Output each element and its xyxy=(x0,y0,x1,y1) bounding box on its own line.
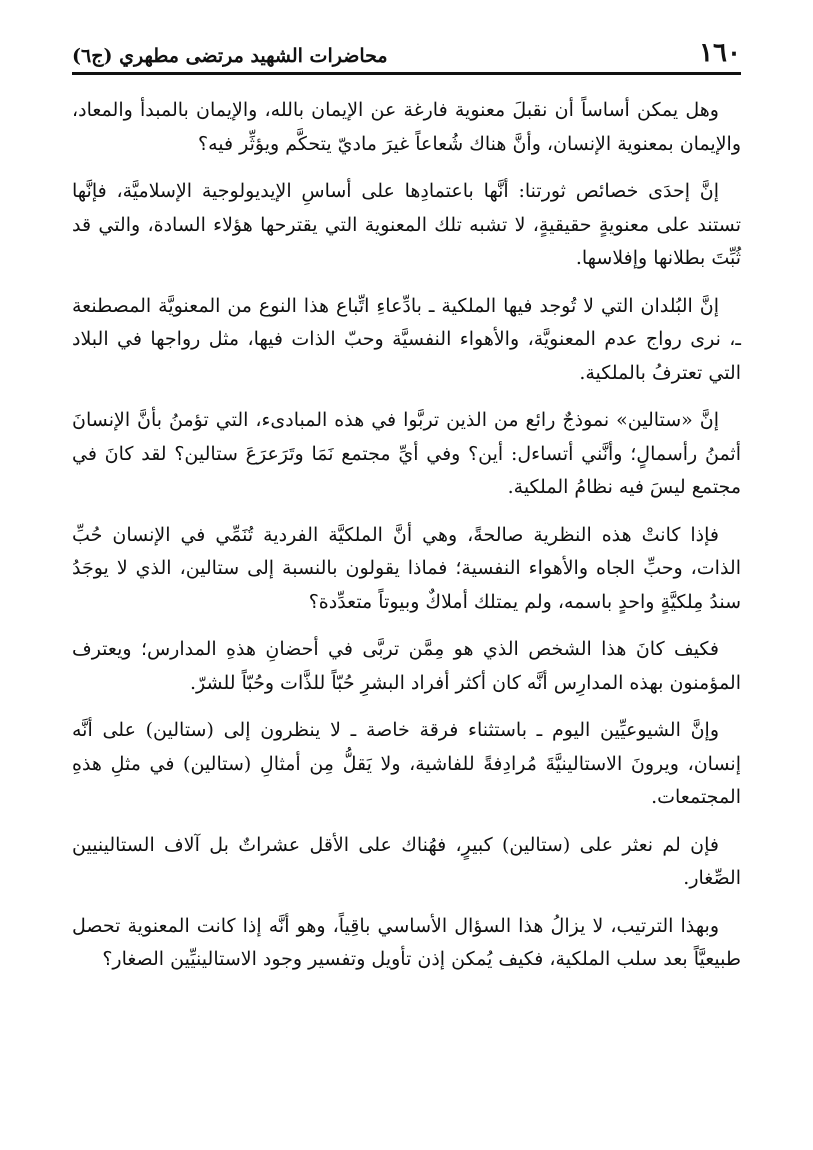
paragraph: إنَّ «ستالين» نموذجٌ رائع من الذين تربَّوا في هذه المبادىء، التي تؤمنُ بأنَّ الإنسانَ أثمنُ رأسمالٍ؛ وأنَّني أتساءل: أين؟ وفي أيِّ مجتمع نَمَا وتَرَعرَعَ ستالين؟ لقد كانَ في مجتمع ليسَ فيه نظامُ الملكية. xyxy=(72,409,741,498)
header-rule xyxy=(72,72,741,75)
paragraph: وإنَّ الشيوعيِّين اليوم ـ باستثناء فرقة خاصة ـ لا ينظرون إلى (ستالين) على أنَّه إنسان، ويرونَ الاستالينيَّةَ مُرادِفةً للفاشية، ولا يَقلُّ مِن أمثالِ (ستالين) في مثلِ هذهِ المجتمعات. xyxy=(72,719,741,808)
page-header xyxy=(72,22,741,66)
paragraph: إنَّ إحدَى خصائص ثورتنا: أنَّها باعتمادِها على أساسِ الإيديولوجية الإسلاميَّة، فإنَّها تستند على معنويةٍ حقيقيةٍ، لا تشبه تلك المعنوية التي يقترحها هؤلاء السادة، والتي قد ثُبِّتَ بطلانها وإفلاسها. xyxy=(72,180,741,269)
paragraph: فإن لم نعثر على (ستالين) كبيرٍ، فهُناك على الأقل عشراتٌ بل آلاف الستالينيين الصِّغار. xyxy=(72,833,741,889)
paragraph: وهل يمكن أساساً أن نقبلَ معنوية فارغة عن الإيمان بالله، والإيمان بالمبدأ والمعاد، والإيمان بمعنوية الإنسان، وأنَّ هناك شُعاعاً غيرَ ماديّ يتحكَّم ويؤثِّر فيه؟ xyxy=(72,99,741,155)
paragraph: فكيف كانَ هذا الشخص الذي هو مِمَّن تربَّى في أحضانِ هذهِ المدارس؛ ويعترف المؤمنون بهذه المدارِس أنَّه كان أكثر أفراد البشرِ حُبّاً للذَّات وحُبّاً للشرّ. xyxy=(72,638,741,694)
body-text xyxy=(72,94,741,991)
running-title: محاضرات الشهيد مرتضى مطهري (ج٦) xyxy=(72,45,388,67)
paragraph: إنَّ البُلدان التي لا تُوجد فيها الملكية ـ بادِّعاءِ اتِّباع هذا النوع من المعنويَّة المصطنعة ـ، نرى رواج عدم المعنويَّة، والأهواء النفسيَّة وحبّ الذات فيها، مثل رواجها في البلاد التي تعترفُ بالملكية. xyxy=(72,294,741,384)
page-number: ١٦٠ xyxy=(699,38,741,68)
paragraph: فإذا كانتْ هذه النظرية صالحةً، وهي أنَّ الملكيَّة الفردية تُنَمِّي في الإنسان حُبِّ الذات، وحبِّ الجاه والأهواء النفسية؛ فماذا يقولون بالنسبة إلى ستالين، الذي لا يوجَدُ سندُ مِلكيَّةٍ واحدٍ باسمه، ولم يمتلك أملاكٌ وبيوتاً متعدِّدة؟ xyxy=(72,523,741,613)
paragraph: وبهذا الترتيب، لا يزالُ هذا السؤال الأساسي باقِياً، وهو أنَّه إذا كانت المعنوية تحصل طبيعيَّاً بعد سلب الملكية، فكيف يُمكن إذن تأويل وتفسير وجود الاستالينيِّين الصغار؟ xyxy=(72,914,741,970)
